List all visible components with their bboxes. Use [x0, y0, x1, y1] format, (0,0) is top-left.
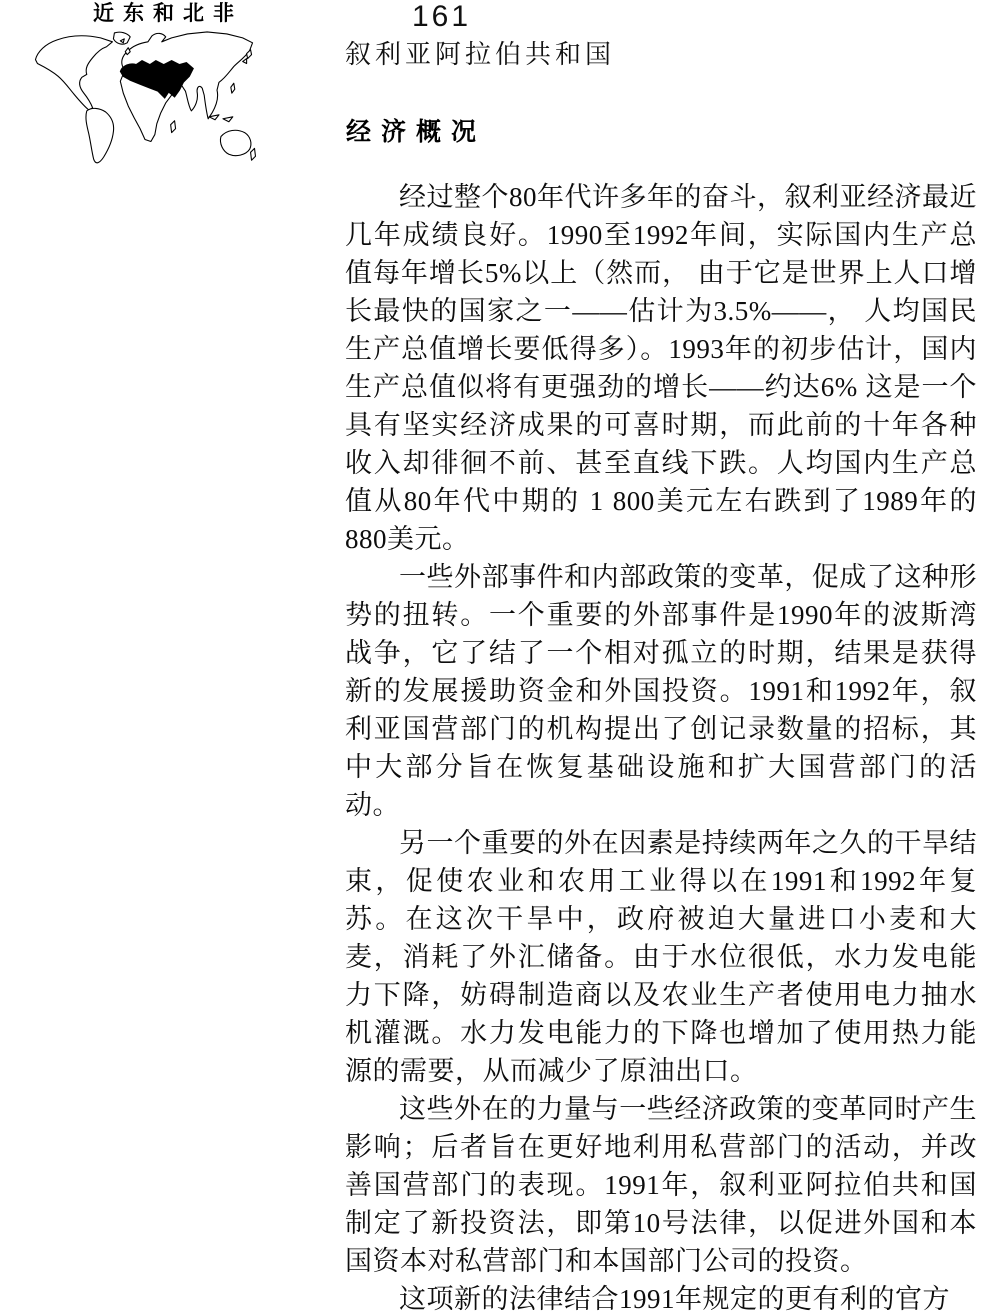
island-indonesia-east	[223, 117, 233, 122]
paragraph-drought: 另一个重要的外在因素是持续两年之久的干旱结束，促使农业和农用工业得以在1991和1992年复苏。在这次干旱中，政府被迫大量进口小麦和大麦，消耗了外汇储备。由于水位很低，水力发电能力下降，妨碍制造商以及农业生产者使用电力抽水机灌溉。水力发电能力的下降也增加了使用热力能源的需要，从而减少了原油出口。	[345, 828, 977, 1086]
island-new-zealand	[251, 148, 256, 160]
region-map-block	[24, 2, 264, 176]
world-map-icon	[24, 28, 264, 176]
article-body	[345, 178, 977, 1316]
continent-north-america	[35, 36, 112, 110]
section-heading: 经济概况	[346, 119, 487, 146]
paragraph-economy-growth: 经过整个80年代许多年的奋斗，叙利亚经济最近几年成绩良好。1990至1992年间，实际国内生产总值每年增长5%以上（然而， 由于它是世界上人口增长最快的国家之一——估计为3.5%——， 人均国民生产总值增长要低得多）。1993年的初步估计，国内生产总值似将有更强劲的增长——约达6% 这是一个具有坚实经济成果的可喜时期，而此前的十年各种收入却徘徊不前、甚至直线下跌。人均国内生产总值从80年代中期的 1 800美元左右跌到了1989年的880美元。	[345, 182, 977, 554]
paragraph-new-law-partial: 这项新的法律结合1991年规定的更有利的官方	[399, 1284, 950, 1314]
continent-south-america	[86, 108, 114, 162]
island-japan-south	[243, 59, 247, 64]
paragraph-policy-reform: 这些外在的力量与一些经济政策的变革同时产生影响；后者旨在更好地利用私营部门的活动，并改善国营部门的表现。1991年，叙利亚阿拉伯共和国制定了新投资法，即第10号法律，以促进外国和本国资本对私营部门和本国部门公司的投资。	[345, 1094, 977, 1276]
island-madagascar	[171, 121, 176, 133]
continent-australia	[220, 130, 250, 155]
page-number: 161	[412, 0, 472, 33]
country-title: 叙利亚阿拉伯共和国	[345, 40, 616, 69]
paragraph-external-events: 一些外部事件和内部政策的变革，促成了这种形势的扭转。一个重要的外部事件是1990年的波斯湾战争，它了结了一个相对孤立的时期，结果是获得新的发展援助资金和外国投资。1991和1992年，叙利亚国营部门的机构提出了创记录数量的招标，其中大部分旨在恢复基础设施和扩大国营部门的活动。	[345, 562, 977, 820]
region-label: 近东和北非	[93, 1, 243, 25]
island-philippines	[231, 83, 235, 93]
